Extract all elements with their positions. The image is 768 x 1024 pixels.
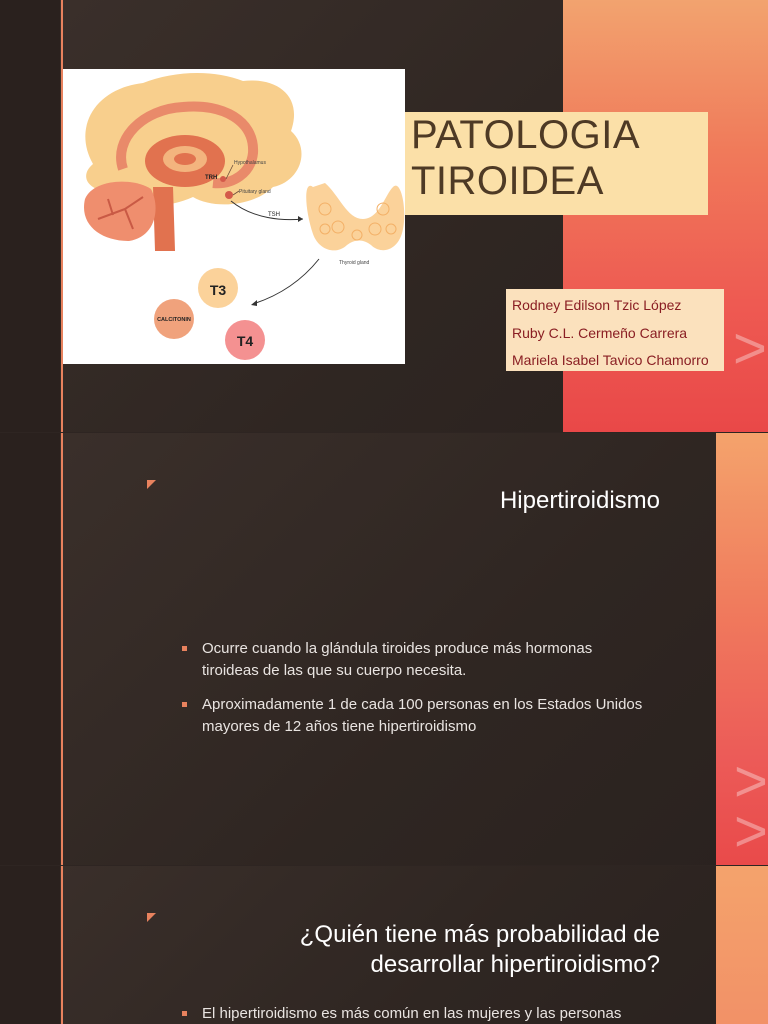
bullet-list <box>182 1003 652 1024</box>
left-band <box>0 0 60 432</box>
label-calcitonin: CALCITONIN <box>157 317 191 323</box>
heading-line-2: desarrollar hipertiroidismo? <box>370 951 660 978</box>
bullet-item <box>182 694 652 738</box>
authors-box <box>506 289 724 371</box>
title-line-2: TIROIDEA <box>411 159 604 203</box>
author-1: Rodney Edilson Tzic López <box>512 297 682 313</box>
chevron-decoration-icon: > <box>734 799 768 864</box>
label-t3: T3 <box>209 282 227 298</box>
corner-mark-icon <box>147 480 156 489</box>
tsh-arrow <box>231 201 303 220</box>
slide-title <box>0 0 768 432</box>
bullet-list <box>182 638 652 750</box>
pituitary-dot <box>225 191 233 199</box>
label-pituitary: Pituitary gland <box>239 189 271 195</box>
thyroid-gland <box>306 183 404 250</box>
diagram-svg <box>63 69 405 364</box>
label-hypothalamus: Hypothalamus <box>234 160 266 166</box>
hypothalamus-dot <box>220 176 226 182</box>
label-trh: TRH <box>205 175 218 181</box>
label-thyroid: Thyroid gland <box>339 260 370 266</box>
left-band <box>0 866 60 1024</box>
tsh-arrowhead <box>298 216 303 222</box>
slide-hipertiroidismo <box>0 433 768 865</box>
left-band <box>0 433 60 865</box>
corner-mark-icon <box>147 913 156 922</box>
bullet-square-icon <box>182 646 187 651</box>
slide-heading: Hipertiroidismo <box>499 487 660 514</box>
slide-heading <box>300 920 660 980</box>
hormone-arrowhead <box>251 300 257 306</box>
bullet-item <box>182 638 652 682</box>
bullet-square-icon <box>182 702 187 707</box>
bullet-text: El hipertiroidismo es más común en las mujeres y las personas <box>202 1005 622 1022</box>
chevron-decoration-icon: > <box>733 316 767 381</box>
title-box <box>405 112 708 215</box>
title-line-1: PATOLOGIA <box>411 113 641 157</box>
bullet-text: Aproximadamente 1 de cada 100 personas en los Estados Unidos mayores de 12 años tiene hipertiroidismo <box>202 696 643 735</box>
chevron-decoration-icon: > <box>734 749 768 814</box>
bullet-item <box>182 1003 652 1024</box>
accent-line <box>61 433 63 865</box>
label-tsh: TSH <box>268 212 280 218</box>
brain-center <box>174 153 196 165</box>
label-t4: T4 <box>236 333 254 349</box>
hormone-arrow <box>253 259 319 304</box>
heading-line-1: ¿Quién tiene más probabilidad de <box>299 921 660 948</box>
accent-line <box>61 866 63 1024</box>
brainstem <box>153 187 175 251</box>
gradient-panel <box>716 866 768 1024</box>
bullet-text: Ocurre cuando la glándula tiroides produce más hormonas tiroideas de las que su cuerpo necesita. <box>202 640 593 679</box>
author-2: Ruby C.L. Cermeño Carrera <box>512 324 688 341</box>
gradient-panel <box>716 433 768 865</box>
bullet-square-icon <box>182 1011 187 1016</box>
thyroid-diagram <box>63 69 405 364</box>
author-3: Mariela Isabel Tavico Chamorro <box>512 352 709 368</box>
slide-probabilidad <box>0 866 768 1024</box>
